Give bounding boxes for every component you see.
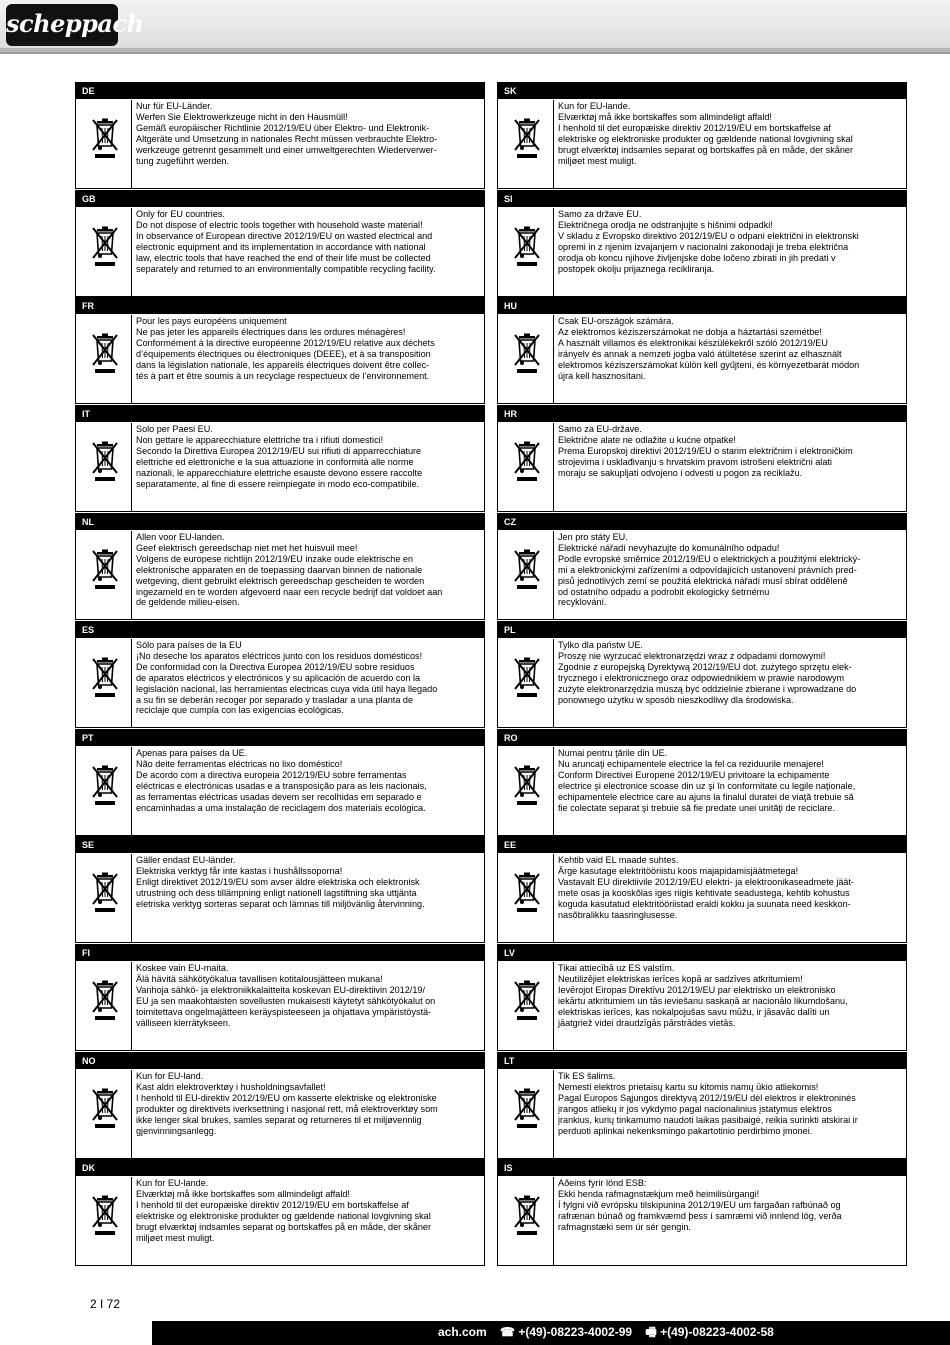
disposal-notice-text: Tylko dla państw UE. Proszę nie wyrzucać elektronarzędzi wraz z odpadami domowymi! Zgodnie z europejską Dyrektywą 2012/19/EU dot. zużytego sprzętu elek- trycznego i elektronicznego oraz odpowiednikiem w prawie narodowym zużyte elektronarzędzia muszą być oddzielnie zbierane i wprowadzane do ponownego użytku w sposób nieszkodliwy dla środowiska. — [558, 640, 857, 705]
disposal-notice-text: Only for EU countries. Do not dispose of electric tools together with household waste material! In observance of European directive 2012/19/EU on wasted electrical and electronic equipment and its implementation in accordance with national law, electric tools that have reached the end of their life must be collected separately and returned to an environmentally compatible recycling facility. — [136, 209, 436, 274]
disposal-notice-si — [497, 190, 907, 297]
icon-column — [78, 423, 132, 511]
header-stripe — [0, 48, 950, 52]
disposal-notice-gb — [75, 190, 485, 297]
language-header-bar — [76, 837, 484, 853]
disposal-notice-fr — [75, 297, 485, 404]
language-header-bar — [498, 406, 906, 422]
language-header-bar — [498, 514, 906, 530]
disposal-notice-text: Nur für EU-Länder. Werfen Sie Elektrowerkzeuge nicht in den Hausmüll! Gemäß europäischer Richtlinie 2012/19/EU über Elektro- und Elektronik- Altgeräte und Umsetzung in nationales Recht müssen verbrauchte Elektro- werkzeuge getrennt gesammelt und einer umweltgerechten Wiederverwer- tung zugeführt werden. — [136, 101, 438, 166]
language-code: FI — [82, 948, 90, 958]
icon-column — [78, 639, 132, 727]
language-code: IS — [504, 1163, 513, 1173]
language-code: PL — [504, 625, 516, 635]
disposal-notice-nl — [75, 513, 485, 620]
language-header-bar — [76, 514, 484, 530]
disposal-notice-hr — [497, 405, 907, 512]
language-code: RO — [504, 733, 518, 743]
language-code: HU — [504, 301, 517, 311]
page-header — [0, 0, 950, 54]
disposal-notice-text: Jen pro státy EU. Elektrické nářadí nevyhazujte do komunálního odpadu! Podle evropské směrnice 2012/19/EU o elektrických a použitými elektrický- mi a elektronickými zařízeními a odpovídajících ustanovení právních pred- pisů jednotlivých zemí se použitá elektrická nářadí musí sbírat odděleně od ostatního odpadu a podrobit ekologicky šetrnému recyklování. — [558, 532, 861, 608]
disposal-notice-text: Tik ES šalims. Nemesti elektros prietaisų kartu su kitomis namų ūkio atliekomis! Pagal Europos Sąjungos direktyvą 2012/19/EU dėl elektros ir elektroninės įrangos atliekų ir jos vykdymo pagal nacionalinius įstatymus elektros įrankius, kurių tinkamumo naudoti laikas pasibaigė, reikia surinkti atskirai ir perduoti aplinkai nekenksmingo pakartotinio perdirbimo įmonei. — [558, 1071, 858, 1136]
language-header-bar — [76, 1160, 484, 1176]
disposal-notice-text: Samo za države EU. Električnega orodja ne odstranjujte s hišnimi odpadki! V skladu z Evropsko direktivo 2012/19/EU o odpani električni in elektronski opremi in z njenim izvajanjem v nacionalni zakonodaji je treba električna orodja ob koncu njihove življenjske dobe ločeno zbirati in jih predati v postopek okolju prijaznega recikliranja. — [558, 209, 859, 274]
disposal-notice-pt — [75, 729, 485, 836]
language-code: DE — [82, 86, 95, 96]
language-header-bar — [498, 191, 906, 207]
disposal-notice-text: Kun for EU-lande. Elværktøj må ikke bortskaffes som allmindeligt affald! I henhold til det europæiske direktiv 2012/19/EU em bortskaffelse af elektriske og elektroniske produkter og gældende national lovgivning skal brugt elværktøj indsamles separat og bortskaffes på en måde, der skåner miljøet mest muligt. — [558, 101, 854, 166]
disposal-notice-text: Kun for EU-land. Kast aldri elektroverktøy i husholdningsavfallet! I henhold til EU-direktiv 2012/19/EU om kasserte elektriske og elektroniske produkter og direktivets iverksettning i nasjonal rett, må elektroverktøy som ikke lenger skal brukes, samles separat og returneres til et miljøvennlig gjenvinningsanlegg. — [136, 1071, 438, 1136]
disposal-notice-pl — [497, 621, 907, 728]
disposal-notice-text: Koskee vain EU-maita. Älä hävitä sähkötyökalua tavallisen kotitalousjätteen mukana! Vanhoja sähkö- ja elektroniikkalaitteita koskevan EU-direktiivin 2012/19/ EU ja sen maakohtaisten sovellusten mukaisesti käytetyt sähkötyökalut on toimitettava ongelmajätteen keräyspisteeseen ja ohjattava ympäristöystä- välliseen kierrätykseen. — [136, 963, 436, 1028]
language-header-bar — [498, 1160, 906, 1176]
language-header-bar — [76, 191, 484, 207]
disposal-notice-text: Kehtib vaid EL maade suhtes. Ärge kasutage elektritööriistu koos majapidamisjäätmetega! Vastavalt EU direktiivile 2012/19/EU elektri- ja elektroonikaseadmete jäät- mete osas ja kooskõlas iges riigis kehtivate seadustega, kehtib kohustus koguda kasutatud elektritööriistad eraldi kokku ja suunata need keskkon- nasõbralikku taasringlusesse. — [558, 855, 855, 920]
disposal-notice-text: Solo per Paesi EU. Non gettare le apparecchiature elettriche tra i rifiuti domestici! Secondo la Direttiva Europea 2012/19/EU sui rifiuti di apparrecchiature elettriche ed elettroniche e la sua attuazione in conformità alle norme nazionali, le apparecchiature elettriche esauste devono essere raccolte separatamente, al fine di essere reimpiegate in modo eco-compatibile. — [136, 424, 423, 489]
disposal-notice-hu — [497, 297, 907, 404]
language-code: SI — [504, 194, 513, 204]
page-number: 2 I 72 — [90, 1297, 121, 1311]
disposal-notice-text: Aðeins fyrir lönd ESB: Ekki henda rafmagnstækjum með heimilisúrgangi! Í fylgni við evrópsku tilskipunina 2012/19/EU um fargaðan rafbúnað og rafrænan búnað og framkvæmd þess í samræmi við innlend lög, verða rafmagnstæki sem úr sér gengin. — [558, 1178, 842, 1232]
disposal-notice-ro — [497, 729, 907, 836]
language-header-bar — [76, 730, 484, 746]
language-header-bar — [498, 945, 906, 961]
language-header-bar — [498, 730, 906, 746]
icon-column — [500, 962, 554, 1050]
page-footer — [0, 1321, 950, 1345]
footer-left-block — [0, 1321, 152, 1345]
icon-column — [78, 1177, 132, 1265]
disposal-notice-dk — [75, 1159, 485, 1266]
icon-column — [500, 747, 554, 835]
icon-column — [78, 1070, 132, 1158]
language-code: HR — [504, 409, 517, 419]
language-code: SK — [504, 86, 517, 96]
disposal-notice-text: Kun for EU-lande. Elværktøj må ikke bortskaffes som allmindeligt affald! I henhold til det europæiske direktiv 2012/19/EU em bortskaffelse af elektriske og elektroniske produkter og gældende national lovgivning skal brugt elværktøj indsamles separat og bortskaffes på en måde, der skåner miljøet mest muligt. — [136, 1178, 432, 1243]
icon-column — [500, 100, 554, 188]
disposal-notice-is — [497, 1159, 907, 1266]
icon-column — [500, 1070, 554, 1158]
language-code: NO — [82, 1056, 96, 1066]
language-header-bar — [76, 406, 484, 422]
language-code: ES — [82, 625, 95, 635]
disposal-notice-it — [75, 405, 485, 512]
footer-phone: ☎ +(49)-08223-4002-99 — [500, 1325, 633, 1339]
language-code: LV — [504, 948, 515, 958]
icon-column — [78, 854, 132, 942]
language-header-bar — [76, 945, 484, 961]
scheppach-logo: scheppach — [6, 4, 118, 46]
icon-column — [78, 100, 132, 188]
icon-column — [78, 315, 132, 403]
icon-column — [500, 854, 554, 942]
disposal-notice-text: Numai pentru ţările din UE. Nu aruncaţi echipamentele electrice la fel ca reziduurile menajere! Conform Directivei Europene 2012/19/EU privitoare la echipamente electrice şi electronice scoase din uz şi în conformitate cu legile naţionale, echipamentele electrice care au ajuns la finalul duratei de viaţă trebuie să fie colectate separat şi trebuie să fie predate unei unităţi de reciclare. — [558, 748, 856, 813]
language-code: NL — [82, 517, 94, 527]
language-header-bar — [498, 622, 906, 638]
icon-column — [500, 423, 554, 511]
language-code: FR — [82, 301, 94, 311]
language-header-bar — [498, 83, 906, 99]
disposal-notice-text: Gäller endast EU-länder. Elektriska verktyg får inte kastas i hushållssoporna! Enligt direktivet 2012/19/EU som avser äldre elektriska och elektronisk utrustning och dess tillämpning enligt nationell lagstiftning ska uttjänta eletriska verktyg sorteras separat och lämnas till miljövänlig återvinning. — [136, 855, 425, 909]
language-code: LT — [504, 1056, 515, 1066]
footer-fax: 🖷 +(49)-08223-4002-58 — [645, 1325, 774, 1339]
disposal-notice-text: Csak EU-országok számára. Az elektromos kéziszerszámokat ne dobja a háztartási szemétbe! A használt villamos és elektronikai készülékekről szóló 2012/19/EU irányelv és annak a nemzeti jogba való átültetése szerint az elhasznált elektromos kéziszerszámokat külön kell gyűjteni, és környezetbarát módon újra kell hasznosítani. — [558, 316, 860, 381]
language-header-bar — [76, 1053, 484, 1069]
language-code: GB — [82, 194, 96, 204]
disposal-notice-ee — [497, 836, 907, 943]
language-code: IT — [82, 409, 90, 419]
disposal-notice-cz — [497, 513, 907, 620]
icon-column — [500, 315, 554, 403]
disposal-notice-text: Sólo para países de la EU ¡No deseche los aparatos eléctricos junto con los residuos domésticos! De conformidad con la Directiva Europea 2012/19/EU sobre residuos de aparatos eléctricos y electrónicos y su aplicación de acuerdo con la legislación nacional, las herramientas electricas cuya vida útil haya llegado a su fin se deberán recoger por separado y trasladar a una planta de reciclaje que cumpla con las exigencias ecológicas. — [136, 640, 438, 716]
disposal-notice-no — [75, 1052, 485, 1159]
language-header-bar — [76, 622, 484, 638]
language-header-bar — [498, 298, 906, 314]
language-code: SE — [82, 840, 95, 850]
disposal-notice-text: Allen voor EU-landen. Geef elektrisch gereedschap niet met het huisvuil mee! Volgens de europese richtlijn 2012/19/EU inzake oude elektrische en elektronische apparaten en de toepassing daarvan binnen de nationale wetgeving, dient gebruikt elektrisch gereedschap gescheiden te worden ingezameld en te worden afgevoerd naar een recycle bedrijf dat voldoet aan de geldende milieu-eisen. — [136, 532, 443, 608]
footer-contact — [438, 1321, 774, 1343]
icon-column — [500, 639, 554, 727]
disposal-notice-text: Pour les pays européens uniquement Ne pas jeter les appareils électriques dans les ordures ménagères! Conformément à la directive européenne 2012/19/EU relative aux déchets d’équipements électriques ou électroniques (DEEE), et à sa transposition dans la législation nationale, les appareils électriques doivent être collec- tés à part et être soumis à un recyclage respectueux de l’environnement. — [136, 316, 435, 381]
disposal-notice-text: Samo za EU-države. Električne alate ne odlažite u kućne otpatke! Prema Europskoj direktivi 2012/19/EU o starim električnim i elektroničkim strojevima i usklađivanju s hrvatskim pravom istrošeni električni alati moraju se sakupljati odvojeno i odvesti u pogon za reciklažu. — [558, 424, 853, 478]
language-code: CZ — [504, 517, 516, 527]
icon-column — [78, 747, 132, 835]
disposal-notice-sk — [497, 82, 907, 189]
language-header-bar — [498, 837, 906, 853]
language-code: PT — [82, 733, 94, 743]
disposal-notice-text: Apenas para países da UE. Não deite ferramentas eléctricas no lixo doméstico! De acordo com a directiva europeia 2012/19/EU sobre ferramentas eléctricas e electrónicas usadas e a transposição para as leis nacionais, as ferramentas eléctricas usadas devem ser recolhidas em separado e encaminhadas a uma instalação de reciclagem dos materiais ecológica. — [136, 748, 427, 813]
language-header-bar — [498, 1053, 906, 1069]
disposal-notice-de — [75, 82, 485, 189]
language-code: EE — [504, 840, 517, 850]
footer-website: ach.com — [438, 1325, 487, 1339]
disposal-notice-fi — [75, 944, 485, 1051]
icon-column — [500, 208, 554, 296]
language-header-bar — [76, 83, 484, 99]
language-header-bar — [76, 298, 484, 314]
disposal-notice-se — [75, 836, 485, 943]
language-code: DK — [82, 1163, 95, 1173]
disposal-notice-lv — [497, 944, 907, 1051]
icon-column — [78, 208, 132, 296]
icon-column — [78, 531, 132, 619]
disposal-notice-lt — [497, 1052, 907, 1159]
disposal-notice-text: Tikai attiecībā uz ES valstīm. Neutilizējiet elektriskas ierīces kopā ar sadzīves atkritumiem! Ievērojot Eiropas Direktīvu 2012/19/EU par elektrisko un elektronisko iekārtu atkritumiem un tās ieviešanu saskaņā ar nacionālo likumdošanu, elektriskas ierīces, kas nokalpojušas savu mūžu, ir jāsavāc dalīti un jāatgriež videi draudzīgās pārstrādes vietās. — [558, 963, 848, 1028]
disposal-notice-es — [75, 621, 485, 728]
icon-column — [78, 962, 132, 1050]
icon-column — [500, 531, 554, 619]
icon-column — [500, 1177, 554, 1265]
